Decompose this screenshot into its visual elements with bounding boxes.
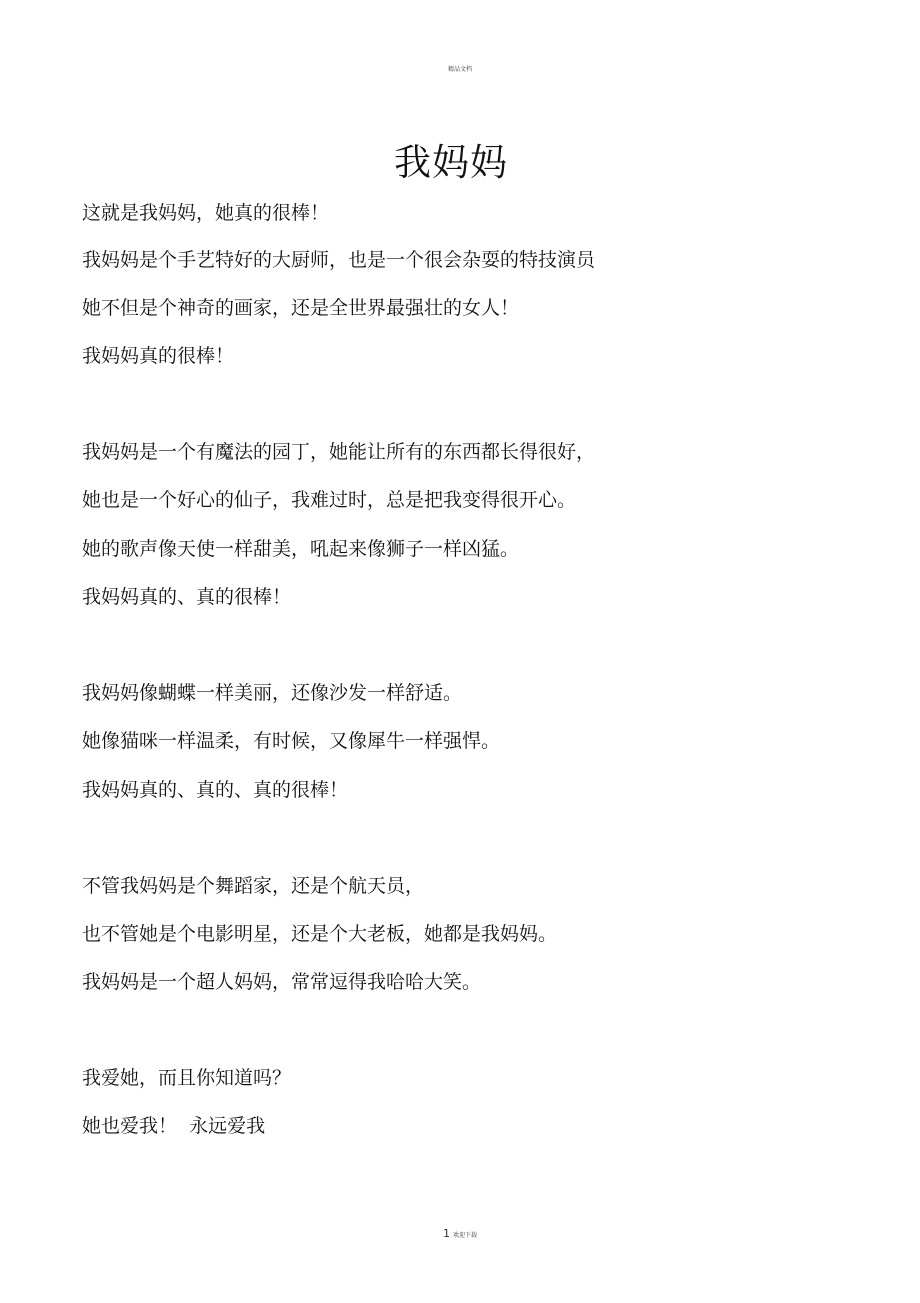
document-title: 我妈妈: [394, 141, 508, 184]
text-line-2: 我妈妈是个手艺特好的大厨师，也是一个很会杂耍的特技演员: [82, 249, 596, 271]
text-line-9: 我妈妈像蝴蝶一样美丽，还像沙发一样舒适。: [82, 682, 463, 704]
text-line-16: 她也爱我！ 永远爱我: [82, 1115, 266, 1137]
text-line-12: 不管我妈妈是个舞蹈家，还是个航天员，: [82, 875, 425, 897]
text-line-6: 她也是一个好心的仙子，我难过时，总是把我变得很开心。: [82, 489, 577, 511]
text-line-13: 也不管她是个电影明星，还是个大老板，她都是我妈妈。: [82, 923, 558, 945]
page-footer: [0, 1222, 920, 1241]
text-line-15: 我爱她，而且你知道吗？: [82, 1067, 292, 1089]
text-line-11: 我妈妈真的、真的、真的很棒！: [82, 779, 349, 801]
text-line-7: 她的歌声像天使一样甜美，吼起来像狮子一样凶猛。: [82, 538, 520, 560]
footer-text: 欢迎下载: [452, 1232, 477, 1239]
text-line-3: 她不但是个神奇的画家，还是全世界最强壮的女人！: [82, 297, 520, 319]
page-header: 精品文档: [447, 66, 472, 73]
page-number: 1: [442, 1227, 450, 1240]
text-line-14: 我妈妈是一个超人妈妈，常常逗得我哈哈大笑。: [82, 971, 482, 993]
text-line-4: 我妈妈真的很棒！: [82, 345, 235, 367]
text-line-1: 这就是我妈妈，她真的很棒！: [82, 202, 330, 224]
text-line-10: 她像猫咪一样温柔，有时候，又像犀牛一样强悍。: [82, 730, 501, 752]
text-line-5: 我妈妈是一个有魔法的园丁，她能让所有的东西都长得很好，: [82, 441, 596, 463]
text-line-8: 我妈妈真的、真的很棒！: [82, 586, 292, 608]
